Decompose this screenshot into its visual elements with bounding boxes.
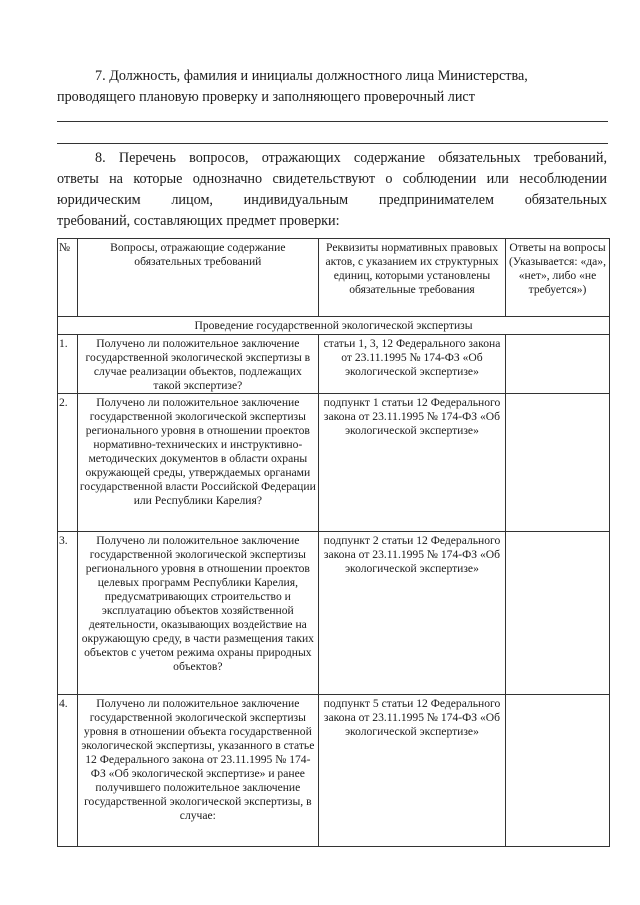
row-number: 2.: [58, 394, 78, 532]
header-requisites: Реквизиты нормативных правовых актов, с указанием их структурных единиц, которыми установлены обязательные требования: [318, 239, 505, 317]
paragraph-7-line-1: 7. Должность, фамилия и инициалы должностного лица Министерства,: [95, 68, 528, 84]
row-number: 3.: [58, 532, 78, 695]
paragraph-8-line-4: требований, составляющих предмет проверки:: [57, 213, 340, 229]
paragraph-8-line-1: 8. Перечень вопросов, отражающих содержание обязательных требований,: [95, 150, 607, 166]
row-answer: [506, 695, 610, 847]
paragraph-8: [57, 148, 607, 232]
paragraph-8-line-2: ответы на которые однозначно свидетельствуют о соблюдении или несоблюдении: [57, 171, 607, 187]
row-question: Получено ли положительное заключение государственной экологической экспертизы уровня в отношении объекта государственной экологической экспертизы, указанного в статье 12 Федерального закона от 23.11.1995 № 174-ФЗ «Об экологической экспертизе» и ранее получившего положительное заключение государственной экологической экспертизы, в случае:: [77, 695, 318, 847]
row-number: 1.: [58, 335, 78, 394]
checklist-table: [57, 238, 610, 847]
paragraph-7: [57, 66, 607, 108]
header-answers: Ответы на вопросы (Указывается: «да», «нет», либо «не требуется»): [506, 239, 610, 317]
fill-line-1: [57, 121, 608, 122]
row-answer: [506, 394, 610, 532]
section-row: [58, 317, 610, 335]
table-header-row: [58, 239, 610, 317]
row-requisites: подпункт 1 статьи 12 Федерального закона от 23.11.1995 № 174-ФЗ «Об экологической экспертизе»: [318, 394, 505, 532]
row-requisites: подпункт 2 статьи 12 Федерального закона от 23.11.1995 № 174-ФЗ «Об экологической экспертизе»: [318, 532, 505, 695]
section-title: Проведение государственной экологической экспертизы: [58, 317, 610, 335]
row-question: Получено ли положительное заключение государственной экологической экспертизы в случае реализации объектов, подлежащих такой экспертизе?: [77, 335, 318, 394]
row-answer: [506, 532, 610, 695]
row-question: Получено ли положительное заключение государственной экологической экспертизы регионального уровня в отношении проектов нормативно-технических и инструктивно-методических документов в области охраны окружающей среды, утверждаемых органами государственной власти Российской Федерации или Республики Карелия?: [77, 394, 318, 532]
table-row: [58, 532, 610, 695]
header-number: №: [58, 239, 78, 317]
row-requisites: подпункт 5 статьи 12 Федерального закона от 23.11.1995 № 174-ФЗ «Об экологической экспертизе»: [318, 695, 505, 847]
row-number: 4.: [58, 695, 78, 847]
row-answer: [506, 335, 610, 394]
fill-line-2: [57, 143, 608, 144]
header-question: Вопросы, отражающие содержание обязательных требований: [77, 239, 318, 317]
row-question: Получено ли положительное заключение государственной экологической экспертизы регионального уровня в отношении проектов целевых программ Республики Карелия, предусматривающих строительство и эксплуатацию объектов хозяйственной деятельности, оказывающих воздействие на окружающую среду, в части размещения таких объектов с учетом режима охраны природных объектов?: [77, 532, 318, 695]
paragraph-7-line-2: проводящего плановую проверку и заполняющего проверочный лист: [57, 89, 475, 105]
table-row: [58, 695, 610, 847]
paragraph-8-line-3: юридическим лицом, индивидуальным предпринимателем обязательных: [57, 192, 607, 208]
table-row: [58, 394, 610, 532]
row-requisites: статьи 1, 3, 12 Федерального закона от 23.11.1995 № 174-ФЗ «Об экологической экспертизе»: [318, 335, 505, 394]
table-row: [58, 335, 610, 394]
